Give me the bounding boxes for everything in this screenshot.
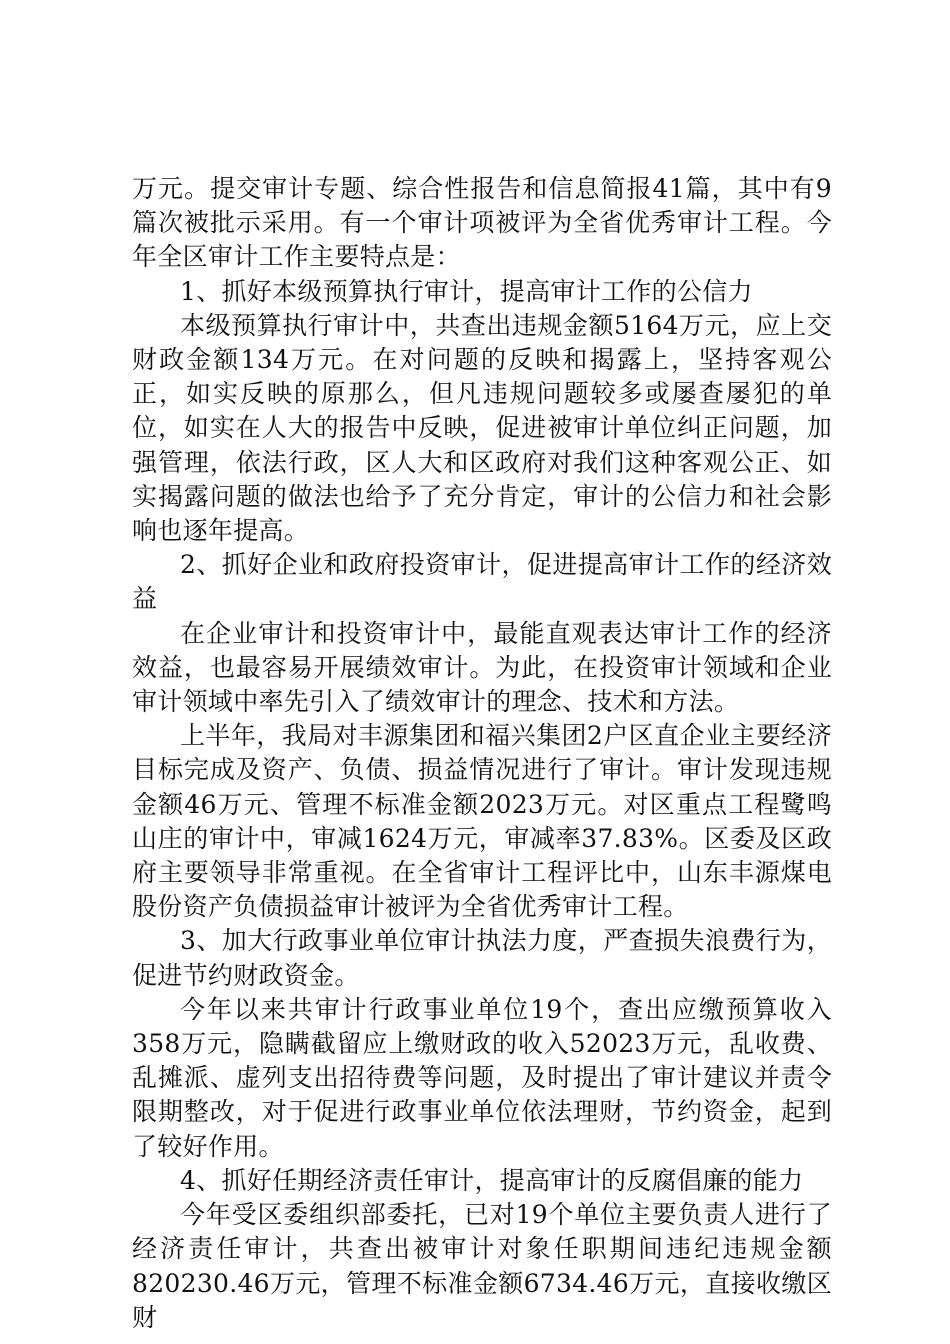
section-heading-2: 2、抓好企业和政府投资审计，促进提高审计工作的经济效益 — [132, 550, 832, 614]
paragraph-3: 在企业审计和投资审计中，最能直观表达审计工作的经济效益，也最容易开展绩效审计。为此，在投资审计领域和企业审计领域中率先引入了绩效审计的理念、技术和方法。 — [132, 618, 832, 717]
paragraph-4: 上半年，我局对丰源集团和福兴集团2户区直企业主要经济目标完成及资产、负债、损益情况进行了审计。审计发现违规金额46万元、管理不标准金额2023万元。对区重点工程鹭鸣山庄的审计中，审减1624万元，审减率37.83%。区委及区政府主要领导非常重视。在全省审计工程评比中，山东丰源煤电股份资产负债损益审计被评为全省优秀审计工程。 — [132, 721, 832, 922]
paragraph-6: 今年受区委组织部委托，已对19个单位主要负责人进行了经济责任审计，共查出被审计对象任职期间违纪违规金额820230.46万元，管理不标准金额6734.46万元，直接收缴区财 — [132, 1200, 832, 1332]
document-body — [132, 172, 832, 1335]
paragraph-1: 万元。提交审计专题、综合性报告和信息简报41篇，其中有9篇次被批示采用。有一个审计项被评为全省优秀审计工程。今年全区审计工作主要特点是： — [132, 174, 832, 272]
section-heading-1: 1、抓好本级预算执行审计，提高审计工作的公信力 — [180, 276, 753, 306]
section-heading-4: 4、抓好任期经济责任审计，提高审计的反腐倡廉的能力 — [180, 1165, 804, 1195]
paragraph-2: 本级预算执行审计中，共查出违规金额5164万元，应上交财政金额134万元。在对问题的反映和揭露上，坚持客观公正，如实反映的原那么，但凡违规问题较多或屡查屡犯的单位，如实在人大的报告中反映，促进被审计单位纠正问题，加强管理，依法行政，区人大和区政府对我们这种客观公正、如实揭露问题的做法也给予了充分肯定，审计的公信力和社会影响也逐年提高。 — [132, 310, 832, 546]
paragraph-5: 今年以来共审计行政事业单位19个，查出应缴预算收入358万元，隐瞒截留应上缴财政的收入52023万元，乱收费、乱摊派、虚列支出招待费等问题，及时提出了审计建议并责令限期整改，对于促进行政事业单位依法理财，节约资金，起到了较好作用。 — [132, 994, 832, 1161]
section-heading-3: 3、加大行政事业单位审计执法力度，严查损失浪费行为，促进节约财政资金。 — [132, 926, 832, 990]
